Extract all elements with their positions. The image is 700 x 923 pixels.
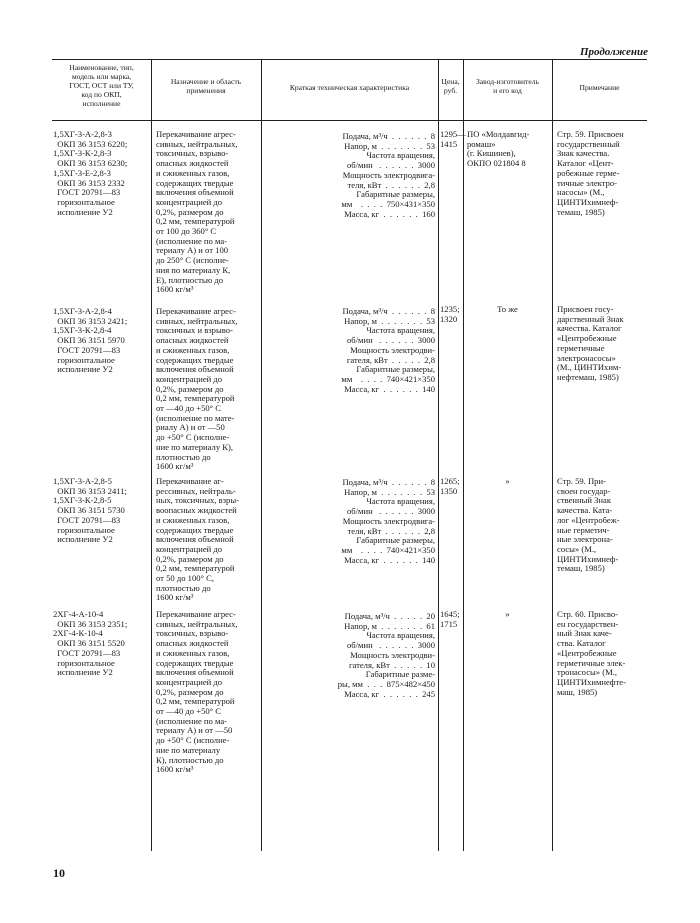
row-3-specs: Подача, м³/ч . . . . . . 8 Напор, м . . . . . . . 53 Частота вращения, об/мин . . . . . . 3000 Мощность электродвига- теля, кВт . . . . . . 2,8 Габаритные размеры, мм . . . . 740×421×350 Масса, кг . . . . . . 140 (341, 477, 435, 565)
row-1-price: 1295— 1415 (440, 129, 466, 149)
column-header-note: Примечание (579, 83, 620, 92)
row-4-specs: Подача, м³/ч . . . . . 20 Напор, м . . . . . . . 61 Частота вращения, об/мин . . . . . . 3000 Мощность электродви- гателя, кВт . . . . . 10 Габаритные разме- ры, мм . . . 875×482×450 Масса, кг . . . . . . 245 (337, 611, 435, 699)
row-1-name: 1,5ХГ-3-А-2,8-3 ОКП 36 3153 6220; 1,5ХГ-3-К-2,8-3 ОКП 36 3153 6230; 1,5ХГ-3-Е-2,8-3 ОКП 36 3153 2332 ГОСТ 20791—83 горизонтальное исполнение У2 (53, 129, 128, 217)
row-3-purpose: Перекачивание аг- рессивных, нейтраль- ных, токсичных, взры- воопасных жидкостей и сжиженных газов, содержащих твердые включения объемной концентрацией до 0,2%, размером до 0,2 мм, температурой от 50 до 100° С, плотностью до 1600 кг/м³ (156, 476, 239, 603)
column-divider (261, 59, 262, 851)
row-1-purpose: Перекачивание агрес- сивных, нейтральных, токсичных, взрыво- опасных жидкостей и сжиженных газов, содержащих твердые включения объемной концентрацией до 0,2%, размером до 0,2 мм, температурой от 100 до 360° С (исполнение по ма- териалу А) и от 100 до 250° С (исполне- ния по материалу К, Е), плотностью до 1600 кг/м³ (156, 129, 238, 295)
row-4-maker: » (505, 609, 510, 619)
header-bottom-rule (52, 120, 647, 121)
column-divider (438, 59, 439, 851)
column-header-name: Наименование, тип, модель или марка, ГОСТ, ОСТ или ТУ, код по ОКП, исполнение (69, 63, 134, 108)
column-header-specs: Краткая техническая характеристика (289, 83, 410, 92)
column-header-purpose: Назначение и область применения (170, 77, 242, 95)
column-divider (463, 59, 464, 851)
row-1-maker: ПО «Молдавгид- ромаш» (г. Кишинев), ОКПО 021804 8 (467, 129, 530, 169)
row-4-name: 2ХГ-4-А-10-4 ОКП 36 3153 2351; 2ХГ-4-К-10-4 ОКП 36 3151 5520 ГОСТ 20791—83 горизонтальное исполнение У2 (53, 609, 128, 678)
row-3-note: Стр. 59. При- своен государ- ственный Знак качества. Ката- лог «Центробеж- ные герметич- ные электрона- сосы» (М., ЦИНТИхимнеф- темаш, 1985) (557, 476, 620, 574)
column-divider (151, 59, 152, 851)
row-2-name: 1,5ХГ-3-А-2,8-4 ОКП 36 3153 2421; 1,5ХГ-3-К-2,8-4 ОКП 36 3151 5970 ГОСТ 20791—83 горизонтальное исполнение У2 (53, 306, 128, 375)
column-header-price: Цена, руб. (441, 77, 460, 95)
row-2-purpose: Перекачивание агрес- сивных, нейтральных, токсичных и взрыво- опасных жидкостей и сжиженных газов, содержащих твердые включения объемной концентрацией до 0,2%, размером до 0,2 мм, температурой от —40 до +50° С (исполнение по мате- риалу А) и от —50 до +50° С (исполне- ние по материалу К), плотностью до 1600 кг/м³ (156, 306, 238, 472)
table-top-rule (52, 59, 647, 60)
row-4-price: 1645; 1715 (440, 609, 460, 629)
row-1-specs: Подача, м³/ч . . . . . . 8 Напор, м . . . . . . . 53 Частота вращения, об/мин . . . . . . 3000 Мощность электродвига- теля, кВт . . . . . . 2,8 Габаритные размеры, мм . . . . 750×431×350 Масса, кг . . . . . . 160 (341, 131, 435, 219)
row-3-name: 1,5ХГ-3-А-2,8-5 ОКП 36 3153 2411; 1,5ХГ-3-К-2,8-5 ОКП 36 3151 5730 ГОСТ 20791—83 горизонтальное исполнение У2 (53, 476, 127, 545)
row-4-purpose: Перекачивание агрес- сивных, нейтральных, токсичных, взрыво- опасных жидкостей и сжиженных газов, содержащих твердые включения объемной концентрацией до 0,2%, размером до 0,2 мм, температурой от —40 до +50° С (исполнение по ма- териалу А) и от —50 до +50° С (исполне- ние по материалу К), плотностью до 1600 кг/м³ (156, 609, 238, 775)
column-header-maker: Завод-изготовитель и его код (476, 77, 539, 95)
row-2-maker: То же (497, 304, 518, 314)
spec-table (52, 59, 647, 851)
row-3-maker: » (505, 476, 510, 486)
row-2-note: Присвоен госу- дарственный Знак качества. Каталог «Центробежные герметичные электронасосы» (М., ЦИНТИхим- нефтемаш, 1985) (557, 304, 624, 382)
column-divider (552, 59, 553, 851)
continuation-label: Продолжение (579, 46, 648, 58)
row-2-specs: Подача, м³/ч . . . . . . 8 Напор, м . . . . . . . 53 Частота вращения, об/мин . . . . . . 3000 Мощность электродви- гателя, кВт . . . . . 2,8 Габаритные размеры, мм . . . . 740×421×350 Масса, кг . . . . . . 140 (341, 306, 435, 394)
page-number: 10 (53, 866, 65, 880)
row-1-note: Стр. 59. Присвоен государственный Знак качества. Каталог «Цент- робежные герме- тичные электро- насосы» (М., ЦИНТИхимнеф- темаш, 1985) (557, 129, 624, 217)
row-2-price: 1235; 1320 (440, 304, 460, 324)
row-3-price: 1265; 1350 (440, 476, 460, 496)
row-4-note: Стр. 60. Присво- ен государствен- ный Знак каче- ства. Каталог «Центробежные герметичные элек- тронасосы» (М., ЦИНТИхимнефте- маш, 1985) (557, 609, 626, 697)
